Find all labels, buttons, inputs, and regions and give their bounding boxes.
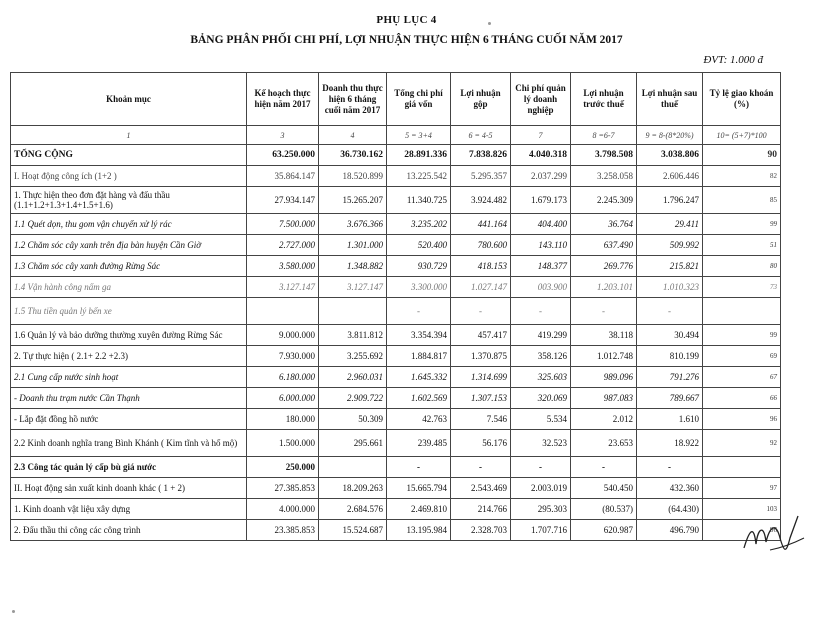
row-value-pretax: - — [571, 457, 637, 478]
row-value-gross: 780.600 — [451, 235, 511, 256]
row-value-revenue: 36.730.162 — [319, 145, 387, 166]
row-label: 1. Thực hiện theo đơn đặt hàng và đấu thầu (1.1+1.2+1.3+1.4+1.5+1.6) — [11, 187, 247, 214]
row-value-admin: 1.707.716 — [511, 520, 571, 541]
row-value-revenue: 2.684.576 — [319, 499, 387, 520]
table-row — [11, 346, 781, 367]
row-value-aftertax: 215.821 — [637, 256, 703, 277]
row-value-aftertax: 18.922 — [637, 430, 703, 457]
row-value-pretax: 987.083 — [571, 388, 637, 409]
table-row — [11, 166, 781, 187]
row-value-pct: 66 — [703, 388, 781, 409]
table-row — [11, 520, 781, 541]
row-value-admin: 143.110 — [511, 235, 571, 256]
row-value-revenue — [319, 298, 387, 325]
row-value-pretax: 2.012 — [571, 409, 637, 430]
row-value-admin: 2.003.019 — [511, 478, 571, 499]
row-value-revenue: 3.811.812 — [319, 325, 387, 346]
table-row — [11, 187, 781, 214]
row-value-plan: 7.930.000 — [247, 346, 319, 367]
row-value-aftertax: 432.360 — [637, 478, 703, 499]
row-value-cost: 930.729 — [387, 256, 451, 277]
row-value-gross: 7.838.826 — [451, 145, 511, 166]
row-value-pct: 69 — [703, 346, 781, 367]
row-value-gross: 418.153 — [451, 256, 511, 277]
row-value-pretax: 23.653 — [571, 430, 637, 457]
row-value-gross: 3.924.482 — [451, 187, 511, 214]
row-label: 1. Kinh doanh vật liệu xây dựng — [11, 499, 247, 520]
index-cell: 3 — [247, 126, 319, 145]
row-value-aftertax: 509.992 — [637, 235, 703, 256]
index-cell: 8 =6-7 — [571, 126, 637, 145]
row-value-pretax: 3.798.508 — [571, 145, 637, 166]
row-value-cost: 1.602.569 — [387, 388, 451, 409]
row-value-pct: 51 — [703, 235, 781, 256]
row-value-plan: 27.385.853 — [247, 478, 319, 499]
header-cell: Chi phí quản lý doanh nghiệp — [511, 73, 571, 126]
row-value-gross: 7.546 — [451, 409, 511, 430]
row-value-revenue: 50.309 — [319, 409, 387, 430]
header-cell: Lợi nhuận trước thuế — [571, 73, 637, 126]
row-value-plan: 6.000.000 — [247, 388, 319, 409]
row-value-cost: 3.354.394 — [387, 325, 451, 346]
row-value-pretax: 269.776 — [571, 256, 637, 277]
header-cell: Lợi nhuận gộp — [451, 73, 511, 126]
row-value-revenue: 2.909.722 — [319, 388, 387, 409]
row-value-pct: 90 — [703, 145, 781, 166]
row-value-plan: 35.864.147 — [247, 166, 319, 187]
row-value-revenue: 295.661 — [319, 430, 387, 457]
row-value-gross: 441.164 — [451, 214, 511, 235]
profit-distribution-table — [10, 72, 781, 541]
row-label: 1.4 Vận hành công nấm ga — [11, 277, 247, 298]
table-row — [11, 214, 781, 235]
header-cell: Doanh thu thực hiện 6 tháng cuối năm 2017 — [319, 73, 387, 126]
row-value-pretax: 2.245.309 — [571, 187, 637, 214]
table-row — [11, 145, 781, 166]
row-value-plan: 6.180.000 — [247, 367, 319, 388]
row-value-pct: 73 — [703, 277, 781, 298]
row-value-pretax: 620.987 — [571, 520, 637, 541]
column-index-row — [11, 126, 781, 145]
row-value-pct: 92 — [703, 430, 781, 457]
row-value-admin: 1.679.173 — [511, 187, 571, 214]
scan-dot — [488, 22, 491, 25]
row-value-aftertax: 2.606.446 — [637, 166, 703, 187]
row-value-aftertax: 791.276 — [637, 367, 703, 388]
row-value-plan: 3.127.147 — [247, 277, 319, 298]
header-cell: Lợi nhuận sau thuế — [637, 73, 703, 126]
row-value-admin: 2.037.299 — [511, 166, 571, 187]
row-value-plan: 250.000 — [247, 457, 319, 478]
row-value-pct: 97 — [703, 478, 781, 499]
row-value-admin: 4.040.318 — [511, 145, 571, 166]
row-label: 2.3 Công tác quản lý cấp bù giá nước — [11, 457, 247, 478]
table-row — [11, 478, 781, 499]
table-row — [11, 409, 781, 430]
row-value-cost: 11.340.725 — [387, 187, 451, 214]
header-cell: Khoản mục — [11, 73, 247, 126]
row-value-aftertax: 3.038.806 — [637, 145, 703, 166]
row-value-pct: 96 — [703, 520, 781, 541]
row-value-plan: 63.250.000 — [247, 145, 319, 166]
header-cell: Tổng chi phí giá vốn — [387, 73, 451, 126]
row-value-admin: 148.377 — [511, 256, 571, 277]
row-label: 2. Tự thực hiện ( 2.1+ 2.2 +2.3) — [11, 346, 247, 367]
row-value-cost: 13.225.542 — [387, 166, 451, 187]
row-value-cost: 1.884.817 — [387, 346, 451, 367]
row-value-revenue: 15.265.207 — [319, 187, 387, 214]
row-value-pretax: 3.258.058 — [571, 166, 637, 187]
row-value-pretax: 1.203.101 — [571, 277, 637, 298]
row-value-pretax: 540.450 — [571, 478, 637, 499]
table-title: BẢNG PHÂN PHỐI CHI PHÍ, LỢI NHUẬN THỰC HIỆN 6 THÁNG CUỐI NĂM 2017 — [190, 34, 623, 46]
row-value-aftertax: 810.199 — [637, 346, 703, 367]
row-value-revenue — [319, 457, 387, 478]
row-value-gross: 2.328.703 — [451, 520, 511, 541]
row-value-gross: 214.766 — [451, 499, 511, 520]
table-row — [11, 499, 781, 520]
row-value-admin: 419.299 — [511, 325, 571, 346]
row-label: I. Hoạt động công ích (1+2 ) — [11, 166, 247, 187]
table-row — [11, 235, 781, 256]
row-value-cost: 3.300.000 — [387, 277, 451, 298]
table-row — [11, 277, 781, 298]
scan-dot — [12, 610, 15, 613]
row-value-admin: 320.069 — [511, 388, 571, 409]
index-cell: 4 — [319, 126, 387, 145]
row-value-aftertax: 1.610 — [637, 409, 703, 430]
row-value-plan: 23.385.853 — [247, 520, 319, 541]
row-value-pct: 103 — [703, 499, 781, 520]
row-label: 1.6 Quản lý và bảo dưỡng thường xuyên đường Rừng Sác — [11, 325, 247, 346]
row-value-pct: 67 — [703, 367, 781, 388]
row-value-aftertax: 496.790 — [637, 520, 703, 541]
row-value-plan: 9.000.000 — [247, 325, 319, 346]
row-value-plan: 3.580.000 — [247, 256, 319, 277]
row-value-cost: 1.645.332 — [387, 367, 451, 388]
row-value-admin: 404.400 — [511, 214, 571, 235]
row-value-cost: 239.485 — [387, 430, 451, 457]
table-row — [11, 298, 781, 325]
row-value-revenue: 1.348.882 — [319, 256, 387, 277]
row-value-gross: 1.027.147 — [451, 277, 511, 298]
row-value-pct — [703, 457, 781, 478]
row-value-revenue: 18.520.899 — [319, 166, 387, 187]
row-label: 1.1 Quét dọn, thu gom vận chuyển xử lý rác — [11, 214, 247, 235]
row-value-gross: 457.417 — [451, 325, 511, 346]
appendix-title: PHỤ LỤC 4 — [376, 14, 437, 26]
row-value-cost: 13.195.984 — [387, 520, 451, 541]
row-value-revenue: 15.524.687 — [319, 520, 387, 541]
row-label: 2.2 Kinh doanh nghĩa trang Bình Khánh ( Kim tĩnh và hố mộ) — [11, 430, 247, 457]
table-row — [11, 325, 781, 346]
index-cell: 7 — [511, 126, 571, 145]
row-value-gross: 2.543.469 — [451, 478, 511, 499]
row-value-cost: 2.469.810 — [387, 499, 451, 520]
row-value-plan: 27.934.147 — [247, 187, 319, 214]
index-cell: 6 = 4-5 — [451, 126, 511, 145]
row-value-pct — [703, 298, 781, 325]
row-value-plan: 4.000.000 — [247, 499, 319, 520]
row-value-admin: 5.534 — [511, 409, 571, 430]
row-label: 2. Đấu thầu thi công các công trình — [11, 520, 247, 541]
row-value-aftertax: - — [637, 457, 703, 478]
row-value-pretax: 1.012.748 — [571, 346, 637, 367]
row-value-plan: 180.000 — [247, 409, 319, 430]
row-value-pretax: 637.490 — [571, 235, 637, 256]
row-value-pct: 80 — [703, 256, 781, 277]
row-value-pct: 85 — [703, 187, 781, 214]
table-row — [11, 430, 781, 457]
row-value-pretax: (80.537) — [571, 499, 637, 520]
row-value-cost: 28.891.336 — [387, 145, 451, 166]
row-value-cost: - — [387, 298, 451, 325]
table-row — [11, 457, 781, 478]
row-value-aftertax: 1.796.247 — [637, 187, 703, 214]
row-value-revenue: 3.127.147 — [319, 277, 387, 298]
row-value-pct: 82 — [703, 166, 781, 187]
row-value-aftertax: 1.010.323 — [637, 277, 703, 298]
row-value-admin: 358.126 — [511, 346, 571, 367]
row-value-gross: - — [451, 298, 511, 325]
row-value-cost: 15.665.794 — [387, 478, 451, 499]
row-label: 2.1 Cung cấp nước sinh hoạt — [11, 367, 247, 388]
header-cell: Tỷ lệ giao khoán (%) — [703, 73, 781, 126]
row-value-plan — [247, 298, 319, 325]
row-value-pct: 96 — [703, 409, 781, 430]
row-label: 1.2 Chăm sóc cây xanh trên địa bàn huyện Cần Giờ — [11, 235, 247, 256]
row-value-gross: 1.370.875 — [451, 346, 511, 367]
row-value-aftertax: 789.667 — [637, 388, 703, 409]
table-row — [11, 388, 781, 409]
table-row — [11, 367, 781, 388]
row-value-admin: - — [511, 298, 571, 325]
row-value-gross: - — [451, 457, 511, 478]
row-value-admin: 32.523 — [511, 430, 571, 457]
table-row — [11, 256, 781, 277]
row-value-plan: 1.500.000 — [247, 430, 319, 457]
index-cell: 5 = 3+4 — [387, 126, 451, 145]
row-label: - Lắp đặt đồng hồ nước — [11, 409, 247, 430]
row-value-revenue: 18.209.263 — [319, 478, 387, 499]
row-label: 1.3 Chăm sóc cây xanh đường Rừng Sác — [11, 256, 247, 277]
row-value-revenue: 2.960.031 — [319, 367, 387, 388]
unit-label: ĐVT: 1.000 đ — [703, 54, 763, 66]
index-cell: 10= (5+7)*100 — [703, 126, 781, 145]
row-value-cost: - — [387, 457, 451, 478]
row-value-revenue: 1.301.000 — [319, 235, 387, 256]
row-value-admin: 325.603 — [511, 367, 571, 388]
row-value-gross: 56.176 — [451, 430, 511, 457]
row-value-aftertax: 30.494 — [637, 325, 703, 346]
row-value-pct: 99 — [703, 325, 781, 346]
row-value-pretax: - — [571, 298, 637, 325]
index-cell: 9 = 8-(8*20%) — [637, 126, 703, 145]
row-value-pretax: 38.118 — [571, 325, 637, 346]
row-value-revenue: 3.676.366 — [319, 214, 387, 235]
signature-initials — [740, 508, 808, 563]
row-value-aftertax: 29.411 — [637, 214, 703, 235]
row-value-gross: 5.295.357 — [451, 166, 511, 187]
index-cell: 1 — [11, 126, 247, 145]
row-value-gross: 1.314.699 — [451, 367, 511, 388]
row-label: TỔNG CỘNG — [11, 145, 247, 166]
row-label: - Doanh thu trạm nước Cần Thạnh — [11, 388, 247, 409]
row-value-aftertax: - — [637, 298, 703, 325]
row-value-cost: 520.400 — [387, 235, 451, 256]
header-cell: Kế hoạch thực hiện năm 2017 — [247, 73, 319, 126]
row-value-admin: - — [511, 457, 571, 478]
row-value-cost: 3.235.202 — [387, 214, 451, 235]
row-value-plan: 7.500.000 — [247, 214, 319, 235]
row-value-pct: 99 — [703, 214, 781, 235]
row-value-cost: 42.763 — [387, 409, 451, 430]
header-row — [11, 73, 781, 126]
row-value-plan: 2.727.000 — [247, 235, 319, 256]
row-value-revenue: 3.255.692 — [319, 346, 387, 367]
row-value-admin: 295.303 — [511, 499, 571, 520]
row-label: 1.5 Thu tiền quản lý bến xe — [11, 298, 247, 325]
row-value-pretax: 36.764 — [571, 214, 637, 235]
row-value-gross: 1.307.153 — [451, 388, 511, 409]
row-value-pretax: 989.096 — [571, 367, 637, 388]
row-value-aftertax: (64.430) — [637, 499, 703, 520]
row-label: II. Hoạt động sản xuất kinh doanh khác ( 1 + 2) — [11, 478, 247, 499]
row-value-admin: 003.900 — [511, 277, 571, 298]
